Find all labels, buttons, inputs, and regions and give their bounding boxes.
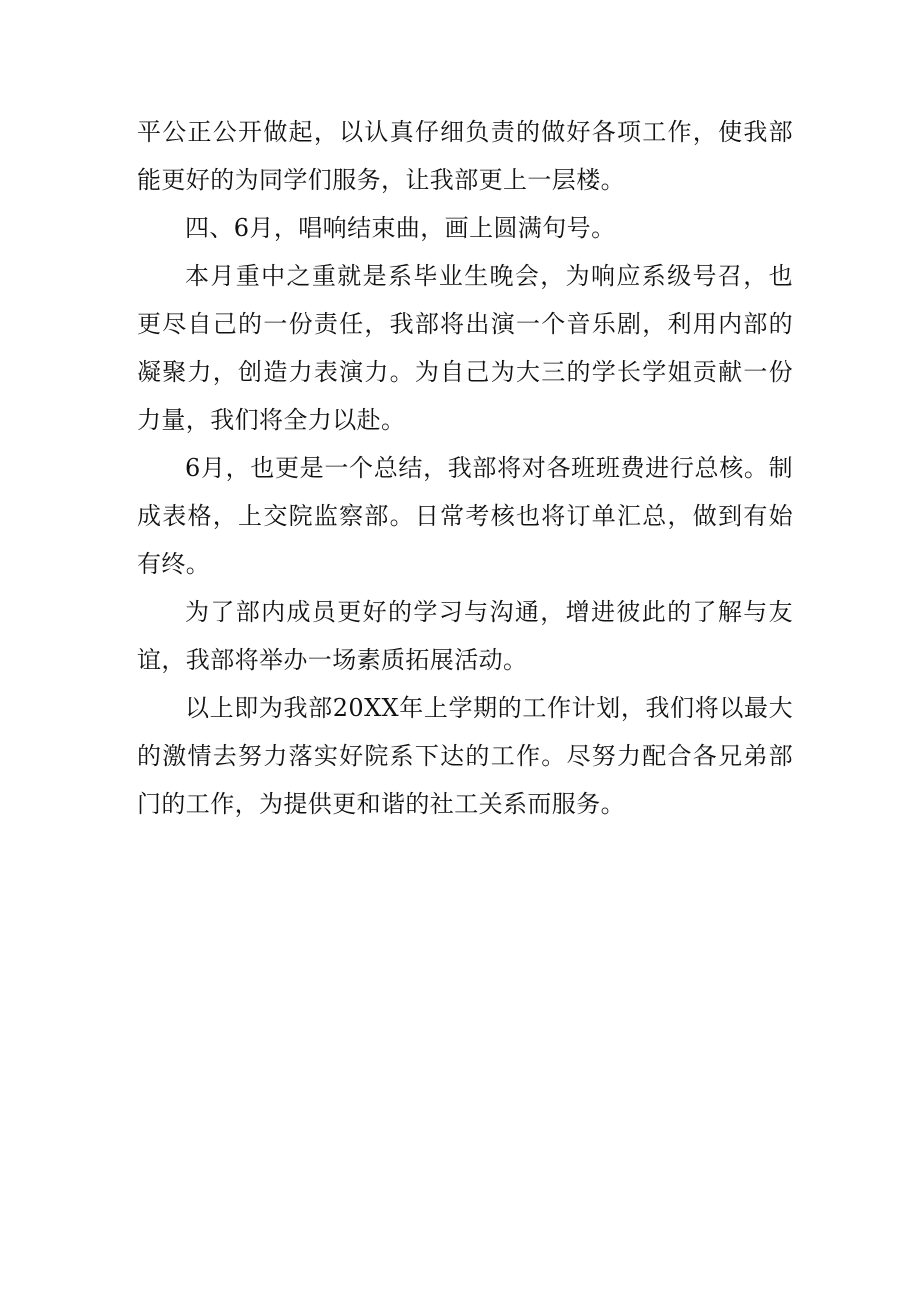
document-body [137, 108, 793, 828]
section-heading-june: 四、6月，唱响结束曲，画上圆满句号。 [185, 214, 616, 242]
paragraph-graduation-gala: 本月重中之重就是系毕业生晚会，为响应系级号召，也更尽自己的一份责任，我部将出演一个音乐剧，利用内部的凝聚力，创造力表演力。为自己为大三的学长学姐贡献一份力量，我们将全力以赴。 [137, 262, 793, 434]
paragraph-continuation: 平公正公开做起，以认真仔细负责的做好各项工作，使我部能更好的为同学们服务，让我部更上一层楼。 [137, 118, 793, 194]
paragraph-team-activity: 为了部内成员更好的学习与沟通，增进彼此的了解与友谊，我部将举办一场素质拓展活动。 [137, 598, 793, 674]
paragraph-june-summary: 6月，也更是一个总结，我部将对各班班费进行总核。制成表格，上交院监察部。日常考核也将订单汇总，做到有始有终。 [137, 454, 793, 578]
paragraph-conclusion: 以上即为我部20XX年上学期的工作计划，我们将以最大的激情去努力落实好院系下达的工作。尽努力配合各兄弟部门的工作，为提供更和谐的社工关系而服务。 [137, 694, 793, 818]
